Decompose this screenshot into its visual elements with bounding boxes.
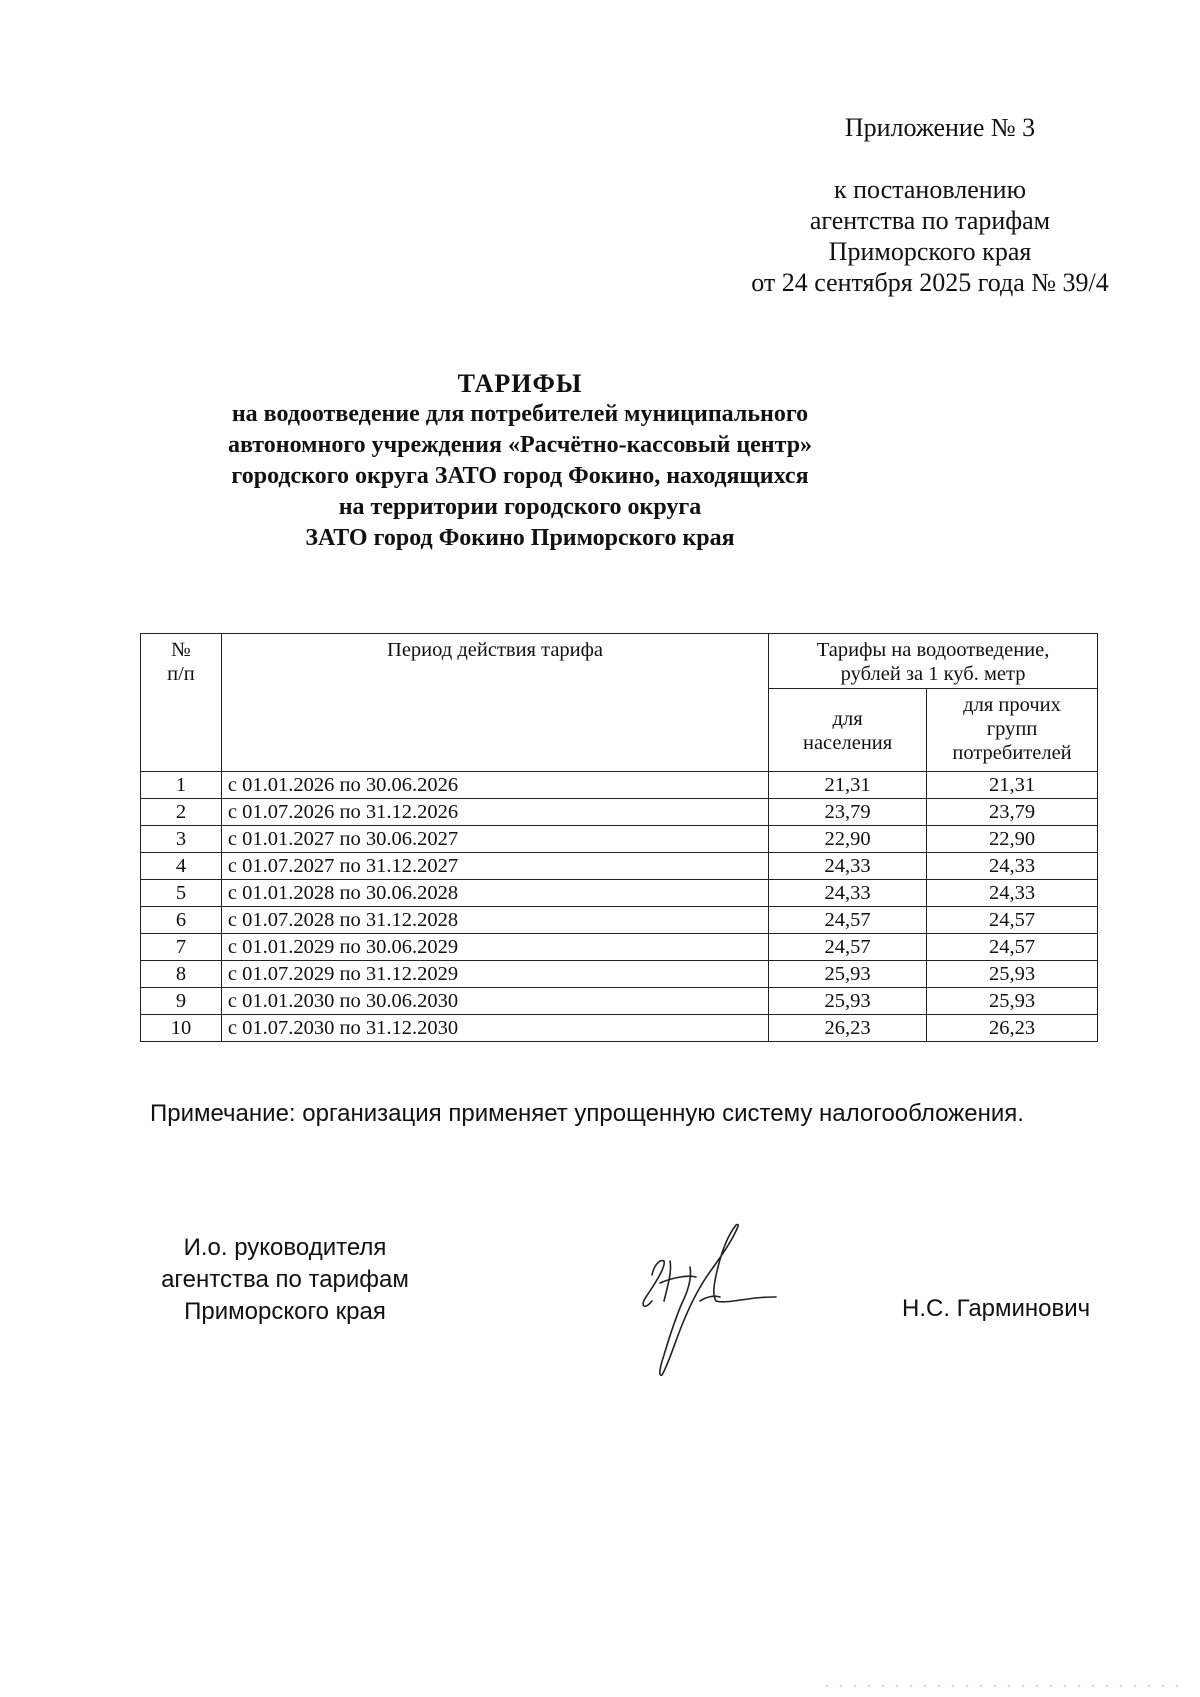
header-others-line2: групп	[986, 718, 1038, 740]
header-tariffs-line1: Тарифы на водоотведение,	[816, 639, 1050, 661]
appendix-line: агентства по тарифам	[809, 206, 1051, 235]
row-population-tariff: 24,57	[769, 934, 927, 961]
row-number: 7	[141, 934, 222, 961]
row-population-tariff: 24,33	[769, 853, 927, 880]
row-number: 8	[141, 961, 222, 988]
row-number: 2	[141, 799, 222, 826]
header-population-line2: населения	[802, 732, 893, 754]
header-others-line3: потребителей	[952, 742, 1072, 764]
table-row	[141, 826, 1098, 853]
row-others-tariff: 24,57	[927, 934, 1098, 961]
row-period: с 01.07.2026 по 31.12.2026	[221, 799, 768, 826]
table-header-row	[141, 634, 1098, 689]
scan-artifact	[820, 1683, 1180, 1689]
row-period: с 01.07.2027 по 31.12.2027	[221, 853, 768, 880]
tax-note: Примечание: организация применяет упрощенную систему налогообложения.	[150, 1100, 1024, 1127]
row-others-tariff: 23,79	[927, 799, 1098, 826]
header-others-line1: для прочих	[963, 694, 1061, 716]
row-others-tariff: 25,93	[927, 988, 1098, 1015]
header-tariffs-line2: рублей за 1 куб. метр	[840, 663, 1026, 685]
row-population-tariff: 22,90	[769, 826, 927, 853]
row-population-tariff: 25,93	[769, 988, 927, 1015]
header-number	[141, 634, 222, 772]
row-number: 3	[141, 826, 222, 853]
page-title: ТАРИФЫ	[457, 369, 583, 398]
row-period: с 01.01.2029 по 30.06.2029	[221, 934, 768, 961]
heading-line: городского округа ЗАТО город Фокино, находящихся	[231, 463, 809, 489]
row-others-tariff: 25,93	[927, 961, 1098, 988]
appendix-title: Приложение № 3	[844, 113, 1036, 142]
tariffs-table	[140, 633, 1098, 1042]
signatory-name: Н.С. Гарминович	[902, 1295, 1091, 1322]
row-others-tariff: 21,31	[927, 772, 1098, 799]
appendix-block	[720, 112, 1140, 298]
row-number: 4	[141, 853, 222, 880]
row-period: с 01.01.2026 по 30.06.2026	[221, 772, 768, 799]
handwritten-signature-icon	[630, 1205, 810, 1385]
row-others-tariff: 24,33	[927, 853, 1098, 880]
header-number-line1: №	[171, 639, 191, 661]
row-population-tariff: 21,31	[769, 772, 927, 799]
table-row	[141, 799, 1098, 826]
header-period: Период действия тарифа	[221, 634, 768, 772]
row-period: с 01.07.2029 по 31.12.2029	[221, 961, 768, 988]
row-population-tariff: 25,93	[769, 961, 927, 988]
row-period: с 01.01.2030 по 30.06.2030	[221, 988, 768, 1015]
table-row	[141, 1015, 1098, 1042]
row-number: 1	[141, 772, 222, 799]
row-population-tariff: 24,33	[769, 880, 927, 907]
row-others-tariff: 26,23	[927, 1015, 1098, 1042]
table-row	[141, 988, 1098, 1015]
row-period: с 01.01.2028 по 30.06.2028	[221, 880, 768, 907]
row-period: с 01.01.2027 по 30.06.2027	[221, 826, 768, 853]
row-population-tariff: 24,57	[769, 907, 927, 934]
signatory-position-line: И.о. руководителя	[183, 1234, 387, 1261]
table-row	[141, 880, 1098, 907]
row-others-tariff: 22,90	[927, 826, 1098, 853]
header-population-line1: для	[832, 708, 863, 730]
heading-line: на территории городского округа	[338, 494, 702, 520]
table-row	[141, 907, 1098, 934]
header-number-line2: п/п	[167, 663, 195, 685]
row-period: с 01.07.2030 по 31.12.2030	[221, 1015, 768, 1042]
heading-line: ЗАТО город Фокино Приморского края	[305, 525, 735, 551]
document-heading	[200, 368, 840, 554]
signatory-position-line: агентства по тарифам	[161, 1266, 409, 1293]
header-others	[927, 689, 1098, 772]
row-number: 9	[141, 988, 222, 1015]
row-others-tariff: 24,33	[927, 880, 1098, 907]
row-population-tariff: 26,23	[769, 1015, 927, 1042]
appendix-line: Приморского края	[828, 237, 1032, 266]
table-row	[141, 934, 1098, 961]
row-population-tariff: 23,79	[769, 799, 927, 826]
row-others-tariff: 24,57	[927, 907, 1098, 934]
header-tariffs	[769, 634, 1098, 689]
row-number: 6	[141, 907, 222, 934]
appendix-line: от 24 сентября 2025 года № 39/4	[751, 268, 1109, 297]
appendix-line: к постановлению	[833, 175, 1027, 204]
heading-line: на водоотведение для потребителей муниципального	[231, 401, 809, 427]
table-row	[141, 772, 1098, 799]
signatory-position	[140, 1232, 430, 1328]
signatory-position-line: Приморского края	[184, 1298, 386, 1325]
heading-line: автономного учреждения «Расчётно-кассовый центр»	[227, 432, 813, 458]
header-population	[769, 689, 927, 772]
row-period: с 01.07.2028 по 31.12.2028	[221, 907, 768, 934]
row-number: 10	[141, 1015, 222, 1042]
row-number: 5	[141, 880, 222, 907]
table-row	[141, 961, 1098, 988]
table-row	[141, 853, 1098, 880]
